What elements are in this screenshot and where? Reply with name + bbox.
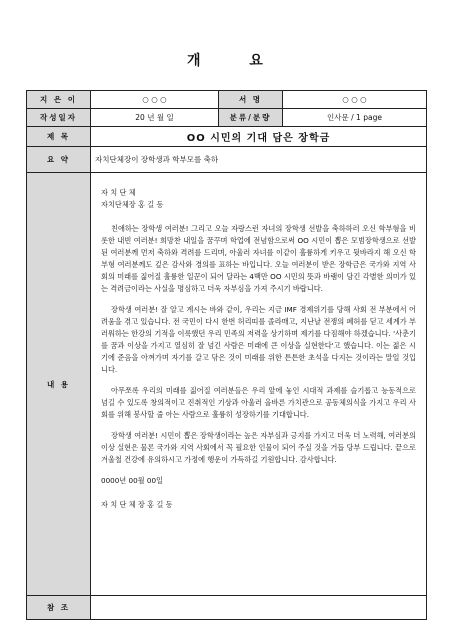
author-label: 지 은 이 <box>27 91 91 109</box>
category-label: 분류/분량 <box>219 109 283 127</box>
summary-value: 자치단체장이 장학생과 학부모를 축하 <box>91 147 427 173</box>
content-paragraph-2: 장학생 여러분! 잘 알고 계시는 바와 같이, 우리는 지금 IMF 경제위기를 당해 사회 전 부분에서 어려움을 겪고 있습니다. 전 국민이 다시 한번 허리띠를 졸라매고, 지난날 전쟁의 폐허를 딛고 세계가 부러워하는 한강의 기적을 이룩했던 우리 민족의 저력을 상기하며 제기를 다짐해야 하겠습니다. '사춘기를 꿈과 이상을 가지고 열심히 잘 넘긴 사람은 미래에 큰 이상을 실현한다'고 했습니다. 이는 젊은 시기에 준음을 아껴가며 자기를 갈고 닦은 것이 미래를 위한 튼튼한 초석을 다지는 것이라는 말일 것입니다. <box>101 305 416 374</box>
page-title: 개 요 <box>187 53 285 69</box>
date-value: 20 년 월 일 <box>91 109 219 127</box>
reference-value <box>91 596 427 620</box>
row-content <box>27 173 427 596</box>
subject-label: 제 목 <box>27 127 91 147</box>
content-paragraph-3: 아무쪼록 우리의 미래를 짊어질 여러분들은 우리 앞에 놓인 시대적 과제를 슬기롭고 능동적으로 넘길 수 있도록 창의적이고 진취적인 기상과 아울러 올바른 가치관으로 공동체의식을 가지고 우리 사회를 위해 봉사할 줄 아는 사람으로 훌륭히 성장하기를 기대합니다. <box>101 386 416 419</box>
content-body <box>91 173 427 596</box>
content-signature: 자 치 단 체 장 홍 길 동 <box>101 500 173 509</box>
content-heading-org: 자 치 단 체 <box>101 188 136 197</box>
category-value: 인사문 / 1 page <box>283 109 427 127</box>
content-paragraph-4: 장학생 여러분! 시민이 뽑은 장학생이라는 높은 자부심과 긍지를 가지고 더욱 더 노력해, 여러분의 이상 실현은 물론 국가와 지역 사회에서 꼭 필요한 인물이 되어 주실 것을 거듭 당부 드립니다. 끝으로 겨울철 건강에 유의하시고 가정에 행운이 가득하길 기원합니다. 감사합니다. <box>101 431 416 464</box>
row-reference <box>27 596 427 620</box>
reference-label: 참 조 <box>27 596 91 620</box>
date-label: 작성일자 <box>27 109 91 127</box>
book-title-value: ○ ○ ○ <box>283 91 427 109</box>
content-paragraph-1: 친애하는 장학생 여러분! 그리고 오늘 자랑스런 자녀의 장학생 선발을 축하하러 오신 학부형을 비롯한 내빈 여러분! 희망찬 내일을 꿈꾸며 학업에 전념함으로써 OO 시민이 뽑은 모범장학생으로 선발된 여러분께 먼저 축하와 격려를 드리며, 아울러 자녀를 이같이 훌륭하게 키우고 뒷바라지 해 오신 학부형 여러분께도 깊은 감사와 경의를 표하는 바입니다. 오늘 여러분이 받은 장학금은 국가와 지역 사회의 미래를 짊어질 훌륭한 일꾼이 되어 달라는 4백만 OO 시민의 뜻과 바램이 담긴 각별한 의미가 있는 격려금이라는 사실을 명심하고 더욱 자부심을 가져 주시기 바랍니다. <box>101 224 416 293</box>
book-title-label: 서 명 <box>219 91 283 109</box>
content-label: 내 용 <box>27 173 91 596</box>
summary-form-table <box>26 90 427 620</box>
row-subject <box>27 127 427 147</box>
content-heading-name: 자치단체장 홍 길 동 <box>101 200 164 209</box>
content-date: 0000년 00월 00일 <box>101 476 163 485</box>
row-author <box>27 91 427 109</box>
row-date <box>27 109 427 127</box>
row-summary <box>27 147 427 173</box>
author-value: ○ ○ ○ <box>91 91 219 109</box>
subject-value: OO 시민의 기대 담은 장학금 <box>91 127 427 147</box>
summary-label: 요 약 <box>27 147 91 173</box>
